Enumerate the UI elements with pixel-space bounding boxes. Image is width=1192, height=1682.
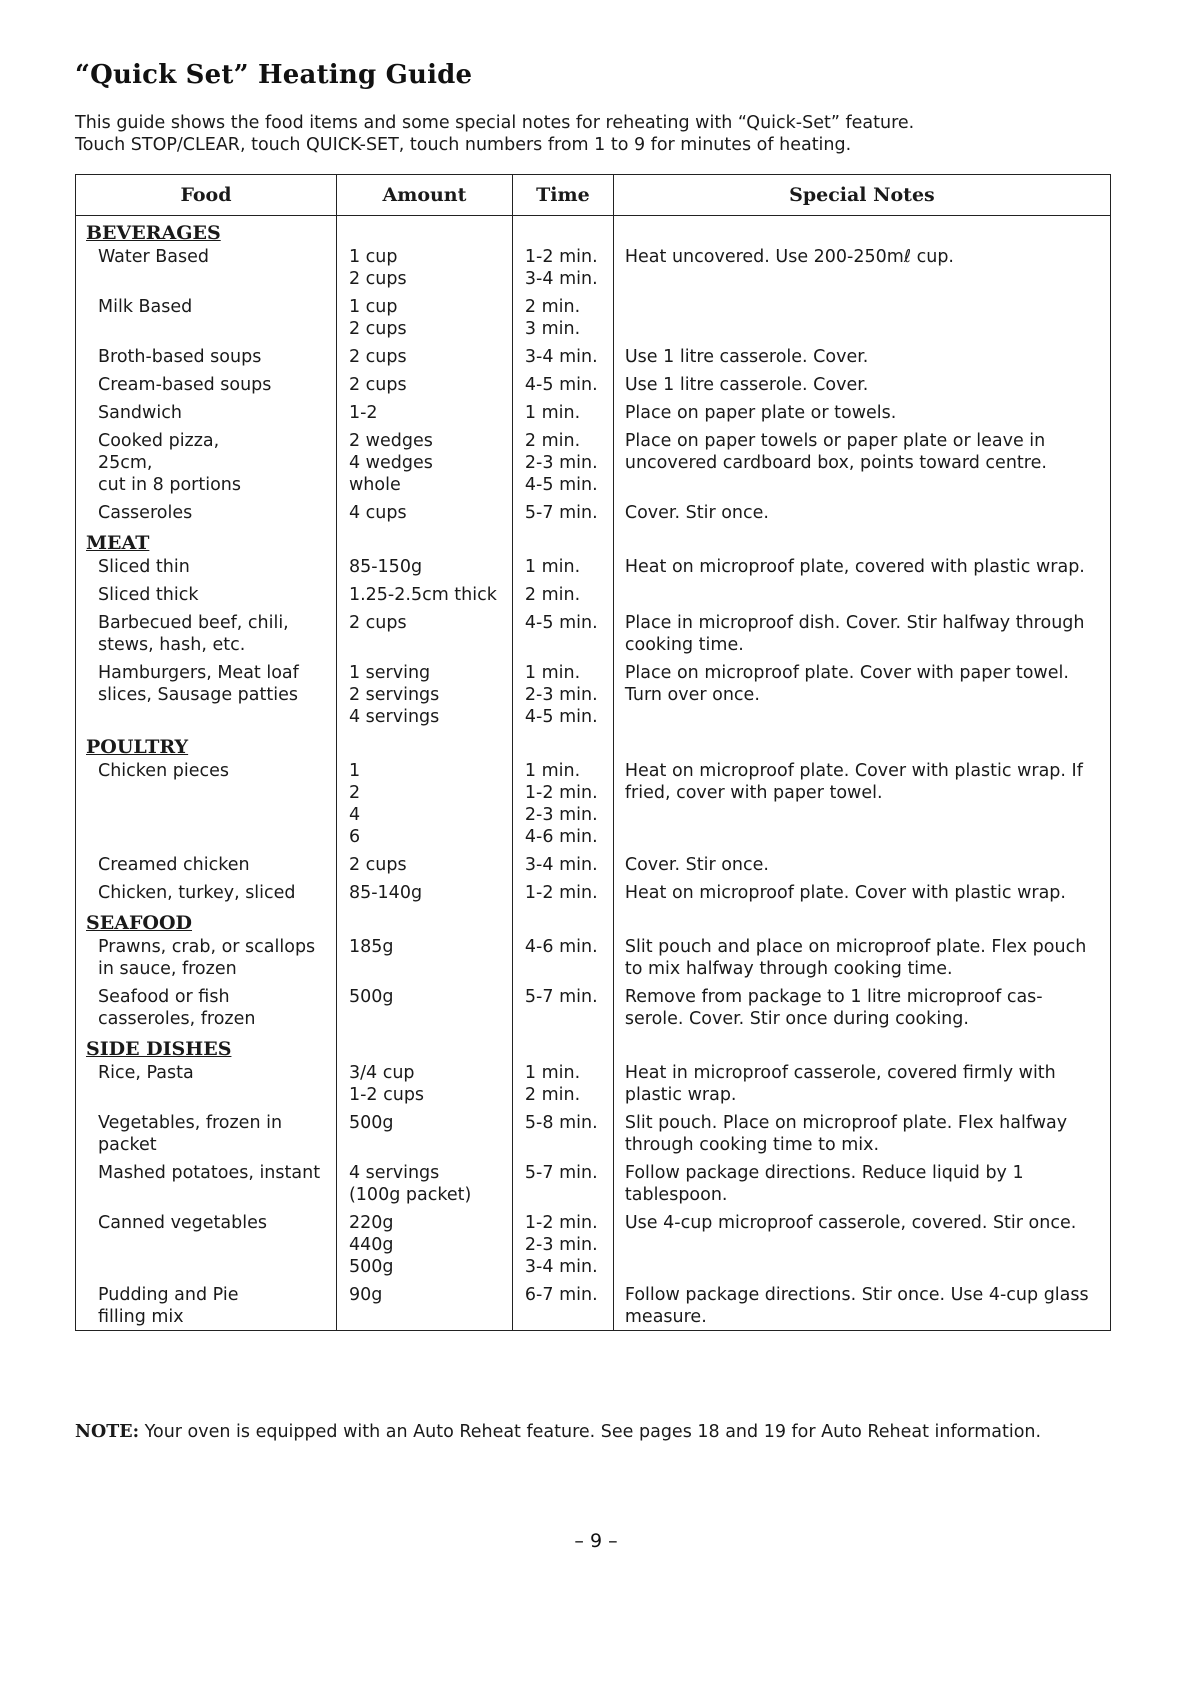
time-cell-line: 2 min.: [524, 431, 581, 451]
time-cell: [512, 370, 613, 398]
table-row: [76, 554, 1111, 580]
notes-text: Place on paper towels or paper plate or leave in uncovered cardboard box, points toward centre.: [624, 431, 1047, 473]
table-row: [76, 934, 1111, 982]
empty-cell: [512, 730, 613, 758]
food-cell: [76, 608, 337, 658]
amount-cell: [336, 398, 512, 426]
food-cell: [76, 850, 337, 878]
food-cell-line: Sliced thin: [98, 557, 190, 577]
amount-cell-line: 4 servings: [348, 1163, 440, 1183]
amount-cell-line: 1 cup: [348, 247, 398, 267]
time-cell-line: 1 min.: [524, 663, 581, 683]
notes-text: Use 4-cup microproof casserole, covered. Stir once.: [624, 1213, 1077, 1233]
amount-cell-line: 2 cups: [348, 375, 407, 395]
food-cell-line: Cooked pizza,: [98, 431, 220, 451]
amount-cell: [336, 878, 512, 906]
amount-cell: [336, 292, 512, 342]
food-cell-line: Barbecued beef, chili,: [98, 613, 289, 633]
food-cell: [76, 1060, 337, 1108]
notes-cell: [613, 292, 1110, 342]
time-cell: [512, 1158, 613, 1208]
notes-text: Place on paper plate or towels.: [624, 403, 897, 423]
footnote-text: Your oven is equipped with an Auto Reheat feature. See pages 18 and 19 for Auto Reheat information.: [144, 1422, 1042, 1442]
time-cell-line: 5-7 min.: [524, 987, 598, 1007]
time-cell-line: 4-5 min.: [524, 707, 598, 727]
table-row: [76, 1158, 1111, 1208]
time-cell: [512, 498, 613, 526]
food-cell-line: Chicken pieces: [98, 761, 229, 781]
notes-text: Heat on microproof plate. Cover with plastic wrap.: [624, 883, 1066, 903]
time-cell-line: 1 min.: [524, 403, 581, 423]
table-row: [76, 580, 1111, 608]
food-cell: [76, 934, 337, 982]
notes-text: Slit pouch and place on microproof plate. Flex pouch to mix halfway through cooking time.: [624, 937, 1087, 979]
time-cell-line: 3-4 min.: [524, 1257, 598, 1277]
time-cell-line: 2-3 min.: [524, 805, 598, 825]
category-label: POULTRY: [86, 736, 189, 758]
amount-cell-line: 1: [348, 761, 361, 781]
time-cell: [512, 244, 613, 292]
time-cell: [512, 1108, 613, 1158]
time-cell: [512, 608, 613, 658]
amount-cell-line: 85-150g: [348, 557, 423, 577]
time-cell-line: 2-3 min.: [524, 685, 598, 705]
category-label: SIDE DISHES: [86, 1038, 232, 1060]
food-cell: [76, 292, 337, 342]
notes-cell: [613, 398, 1110, 426]
notes-text: Slit pouch. Place on microproof plate. Flex halfway through cooking time to mix.: [624, 1113, 1068, 1155]
amount-cell-line: 6: [348, 827, 361, 847]
notes-text: Cover. Stir once.: [624, 855, 769, 875]
time-cell-line: 2 min.: [524, 585, 581, 605]
table-row: [76, 342, 1111, 370]
table-row: [76, 1280, 1111, 1331]
amount-cell-line: 2 servings: [348, 685, 440, 705]
notes-text: Heat uncovered. Use 200-250mℓ cup.: [624, 247, 954, 267]
food-cell-line: Chicken, turkey, sliced: [98, 883, 296, 903]
time-cell: [512, 426, 613, 498]
empty-cell: [613, 1032, 1110, 1060]
notes-cell: [613, 1108, 1110, 1158]
table-row: [76, 850, 1111, 878]
amount-cell-line: 2 cups: [348, 613, 407, 633]
notes-text: Follow package directions. Reduce liquid by 1 tablespoon.: [624, 1163, 1024, 1205]
notes-cell: [613, 426, 1110, 498]
time-cell: [512, 758, 613, 850]
time-cell-line: 5-7 min.: [524, 503, 598, 523]
food-cell-line: cut in 8 portions: [98, 475, 241, 495]
category-row: [76, 1032, 1111, 1060]
food-cell-line: 25cm,: [98, 453, 153, 473]
category-cell: [76, 1032, 337, 1060]
footnote-label: NOTE:: [75, 1422, 140, 1442]
time-cell: [512, 878, 613, 906]
amount-cell-line: 2 cups: [348, 269, 407, 289]
amount-cell: [336, 370, 512, 398]
amount-cell-line: (100g packet): [348, 1185, 472, 1205]
amount-cell-line: 500g: [348, 1257, 394, 1277]
amount-cell: [336, 1158, 512, 1208]
food-cell-line: Pudding and Pie: [98, 1285, 239, 1305]
amount-cell: [336, 608, 512, 658]
empty-cell: [336, 906, 512, 934]
category-label: MEAT: [86, 532, 150, 554]
notes-cell: [613, 1158, 1110, 1208]
notes-text: Heat on microproof plate. Cover with plastic wrap. If fried, cover with paper towel.: [624, 761, 1083, 803]
header-time: Time: [512, 175, 613, 216]
amount-cell: [336, 342, 512, 370]
table-row: [76, 292, 1111, 342]
food-cell: [76, 1280, 337, 1331]
table-header-row: [76, 175, 1111, 216]
amount-cell-line: 1 serving: [348, 663, 431, 683]
amount-cell-line: 2 cups: [348, 319, 407, 339]
notes-text: Place in microproof dish. Cover. Stir halfway through cooking time.: [624, 613, 1085, 655]
amount-cell-line: 2 cups: [348, 347, 407, 367]
amount-cell: [336, 498, 512, 526]
food-cell: [76, 342, 337, 370]
header-food: Food: [76, 175, 337, 216]
amount-cell-line: whole: [348, 475, 401, 495]
food-cell: [76, 498, 337, 526]
notes-text: Use 1 litre casserole. Cover.: [624, 347, 869, 367]
amount-cell: [336, 244, 512, 292]
amount-cell-line: 4 servings: [348, 707, 440, 727]
notes-text: Cover. Stir once.: [624, 503, 769, 523]
notes-text: Use 1 litre casserole. Cover.: [624, 375, 869, 395]
notes-text: Place on microproof plate. Cover with paper towel. Turn over once.: [624, 663, 1069, 705]
empty-cell: [512, 526, 613, 554]
food-cell-line: in sauce, frozen: [98, 959, 237, 979]
notes-cell: [613, 850, 1110, 878]
table-row: [76, 982, 1111, 1032]
food-cell-line: Creamed chicken: [98, 855, 250, 875]
notes-cell: [613, 608, 1110, 658]
time-cell: [512, 658, 613, 730]
amount-cell-line: 4: [348, 805, 361, 825]
food-cell: [76, 398, 337, 426]
amount-cell-line: 3/4 cup: [348, 1063, 415, 1083]
amount-cell: [336, 426, 512, 498]
notes-cell: [613, 878, 1110, 906]
amount-cell: [336, 554, 512, 580]
time-cell: [512, 292, 613, 342]
time-cell: [512, 1060, 613, 1108]
time-cell: [512, 580, 613, 608]
food-cell-line: Canned vegetables: [98, 1213, 268, 1233]
amount-cell-line: 1-2: [348, 403, 378, 423]
notes-cell: [613, 1060, 1110, 1108]
table-row: [76, 244, 1111, 292]
time-cell-line: 2 min.: [524, 297, 581, 317]
food-cell: [76, 554, 337, 580]
table-row: [76, 608, 1111, 658]
food-cell: [76, 1208, 337, 1280]
category-cell: [76, 906, 337, 934]
time-cell-line: 1 min.: [524, 761, 581, 781]
notes-cell: [613, 554, 1110, 580]
food-cell: [76, 580, 337, 608]
notes-text: Follow package directions. Stir once. Use 4-cup glass measure.: [624, 1285, 1089, 1327]
time-cell-line: 2-3 min.: [524, 453, 598, 473]
food-cell-line: Sliced thick: [98, 585, 199, 605]
time-cell-line: 2 min.: [524, 1085, 581, 1105]
food-cell-line: slices, Sausage patties: [98, 685, 298, 705]
table-row: [76, 1108, 1111, 1158]
table-row: [76, 878, 1111, 906]
amount-cell: [336, 934, 512, 982]
empty-cell: [613, 216, 1110, 245]
notes-cell: [613, 580, 1110, 608]
amount-cell-line: 1 cup: [348, 297, 398, 317]
time-cell-line: 4-5 min.: [524, 375, 598, 395]
amount-cell: [336, 1208, 512, 1280]
food-cell-line: Casseroles: [98, 503, 193, 523]
amount-cell-line: 2 wedges: [348, 431, 433, 451]
table-row: [76, 370, 1111, 398]
notes-text: Remove from package to 1 litre microproof cas-serole. Cover. Stir once during cooking.: [624, 987, 1043, 1029]
category-row: [76, 730, 1111, 758]
page-number: – 9 –: [574, 1530, 618, 1552]
table-row: [76, 398, 1111, 426]
food-cell-line: Seafood or fish: [98, 987, 230, 1007]
category-cell: [76, 526, 337, 554]
food-cell-line: Milk Based: [98, 297, 193, 317]
intro-text: [75, 112, 914, 156]
food-cell: [76, 758, 337, 850]
time-cell-line: 1-2 min.: [524, 883, 598, 903]
food-cell-line: Prawns, crab, or scallops: [98, 937, 316, 957]
empty-cell: [613, 526, 1110, 554]
category-label: BEVERAGES: [86, 222, 221, 244]
notes-cell: [613, 498, 1110, 526]
time-cell-line: 3 min.: [524, 319, 581, 339]
category-row: [76, 906, 1111, 934]
time-cell-line: 6-7 min.: [524, 1285, 598, 1305]
amount-cell: [336, 850, 512, 878]
time-cell-line: 3-4 min.: [524, 347, 598, 367]
amount-cell-line: 85-140g: [348, 883, 423, 903]
time-cell-line: 5-7 min.: [524, 1163, 598, 1183]
amount-cell-line: 220g: [348, 1213, 394, 1233]
food-cell-line: Rice, Pasta: [98, 1063, 194, 1083]
category-label: SEAFOOD: [86, 912, 193, 934]
table-row: [76, 1060, 1111, 1108]
notes-cell: [613, 658, 1110, 730]
category-row: [76, 526, 1111, 554]
food-cell: [76, 982, 337, 1032]
food-cell: [76, 878, 337, 906]
footnote: [75, 1422, 1041, 1442]
time-cell: [512, 1280, 613, 1331]
header-amount: Amount: [336, 175, 512, 216]
amount-cell: [336, 758, 512, 850]
food-cell-line: Vegetables, frozen in: [98, 1113, 283, 1133]
amount-cell-line: 2: [348, 783, 361, 803]
food-cell: [76, 1158, 337, 1208]
time-cell-line: 1-2 min.: [524, 247, 598, 267]
time-cell-line: 1-2 min.: [524, 1213, 598, 1233]
notes-text: Heat in microproof casserole, covered firmly with plastic wrap.: [624, 1063, 1056, 1105]
header-special-notes: Special Notes: [613, 175, 1110, 216]
notes-text: Heat on microproof plate, covered with plastic wrap.: [624, 557, 1085, 577]
food-cell: [76, 658, 337, 730]
amount-cell-line: 90g: [348, 1285, 383, 1305]
amount-cell: [336, 982, 512, 1032]
notes-cell: [613, 1208, 1110, 1280]
time-cell: [512, 850, 613, 878]
intro-line-1: This guide shows the food items and some special notes for reheating with “Quick-Set” feature.: [75, 113, 915, 133]
heating-guide-table: [75, 174, 1111, 1331]
table-row: [76, 658, 1111, 730]
amount-cell: [336, 1108, 512, 1158]
food-cell-line: filling mix: [98, 1307, 184, 1327]
food-cell-line: casseroles, frozen: [98, 1009, 256, 1029]
food-cell: [76, 1108, 337, 1158]
table-row: [76, 426, 1111, 498]
table-body: [76, 216, 1111, 1331]
amount-cell-line: 500g: [348, 987, 394, 1007]
food-cell-line: stews, hash, etc.: [98, 635, 246, 655]
empty-cell: [512, 1032, 613, 1060]
notes-cell: [613, 342, 1110, 370]
amount-cell: [336, 1280, 512, 1331]
amount-cell-line: 1.25-2.5cm thick: [348, 585, 497, 605]
time-cell-line: 4-5 min.: [524, 475, 598, 495]
empty-cell: [512, 216, 613, 245]
amount-cell-line: 4 wedges: [348, 453, 433, 473]
time-cell-line: 4-6 min.: [524, 827, 598, 847]
time-cell: [512, 398, 613, 426]
food-cell-line: Hamburgers, Meat loaf: [98, 663, 299, 683]
time-cell-line: 2-3 min.: [524, 1235, 598, 1255]
empty-cell: [336, 730, 512, 758]
amount-cell: [336, 658, 512, 730]
notes-cell: [613, 1280, 1110, 1331]
food-cell-line: Broth-based soups: [98, 347, 262, 367]
category-cell: [76, 216, 337, 245]
empty-cell: [336, 216, 512, 245]
time-cell-line: 3-4 min.: [524, 269, 598, 289]
food-cell-line: Water Based: [98, 247, 210, 267]
food-cell-line: Mashed potatoes, instant: [98, 1163, 321, 1183]
time-cell-line: 3-4 min.: [524, 855, 598, 875]
empty-cell: [336, 526, 512, 554]
time-cell-line: 1-2 min.: [524, 783, 598, 803]
notes-cell: [613, 370, 1110, 398]
time-cell-line: 4-5 min.: [524, 613, 598, 633]
time-cell-line: 1 min.: [524, 1063, 581, 1083]
time-cell: [512, 1208, 613, 1280]
empty-cell: [613, 906, 1110, 934]
table-row: [76, 498, 1111, 526]
time-cell: [512, 554, 613, 580]
food-cell: [76, 244, 337, 292]
table-row: [76, 758, 1111, 850]
category-cell: [76, 730, 337, 758]
empty-cell: [613, 730, 1110, 758]
amount-cell: [336, 580, 512, 608]
amount-cell-line: 440g: [348, 1235, 394, 1255]
time-cell: [512, 342, 613, 370]
intro-line-2: Touch STOP/CLEAR, touch QUICK-SET, touch numbers from 1 to 9 for minutes of heating.: [75, 135, 852, 155]
notes-cell: [613, 934, 1110, 982]
table-row: [76, 1208, 1111, 1280]
amount-cell-line: 4 cups: [348, 503, 407, 523]
amount-cell-line: 2 cups: [348, 855, 407, 875]
food-cell-line: Sandwich: [98, 403, 182, 423]
amount-cell-line: 185g: [348, 937, 394, 957]
empty-cell: [512, 906, 613, 934]
time-cell: [512, 982, 613, 1032]
time-cell: [512, 934, 613, 982]
amount-cell-line: 1-2 cups: [348, 1085, 425, 1105]
time-cell-line: 5-8 min.: [524, 1113, 598, 1133]
amount-cell: [336, 1060, 512, 1108]
amount-cell-line: 500g: [348, 1113, 394, 1133]
notes-cell: [613, 982, 1110, 1032]
page-title: “Quick Set” Heating Guide: [75, 60, 473, 90]
notes-cell: [613, 758, 1110, 850]
empty-cell: [336, 1032, 512, 1060]
time-cell-line: 4-6 min.: [524, 937, 598, 957]
notes-cell: [613, 244, 1110, 292]
food-cell: [76, 370, 337, 398]
time-cell-line: 1 min.: [524, 557, 581, 577]
food-cell-line: packet: [98, 1135, 157, 1155]
food-cell-line: Cream-based soups: [98, 375, 272, 395]
category-row: [76, 216, 1111, 245]
food-cell: [76, 426, 337, 498]
